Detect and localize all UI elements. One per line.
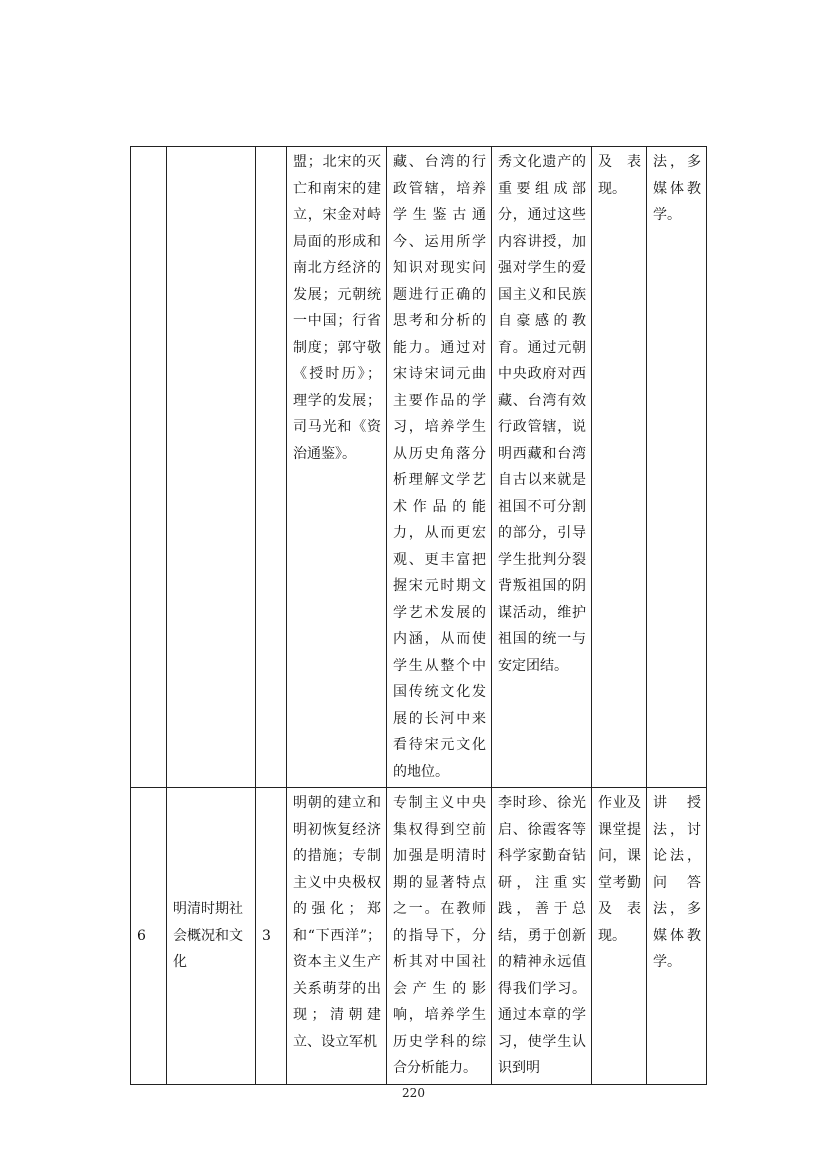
- teaching-content-cell: [287, 147, 387, 788]
- teaching-content-text: 盟；北宋的灭亡和南宋的建立，宋金对峙局面的形成和南北方经济的发展；元朝统一中国；行省制度；郭守敬《授时历》；理学的发展；司马光和《资治通鉴》。: [293, 154, 381, 462]
- course-content-table: [130, 146, 707, 1085]
- method-text: 讲授法，讨论法，问答法，多媒体教学。: [653, 795, 701, 970]
- assessment-text: 作业及课堂提问，课堂考勤及 表现。: [598, 795, 641, 944]
- moral-goal-text: 李时珍、徐光启、徐霞客等科学家勤奋钻研，注重实践，善于总结，勇于创新的精神永远值得我们学习。通过本章的学习，使学生认识到明: [498, 795, 586, 1076]
- chapter-title-cell: [167, 147, 256, 788]
- chapter-number-cell: 6: [131, 788, 167, 1085]
- ability-goal-text: 藏、台湾的行政管辖，培养学生鉴古通今、运用所学知识对现实问题进行正确的思考和分析的能力。通过对宋诗宋词元曲主要作品的学习，培养学生从历史角落分析理解文学艺术作品的能力，从而更宏观、更丰富把握宋元时期文学艺术发展的内涵，从而使学生从整个中国传统文化发展的长河中来看待宋元文化的地位。: [393, 154, 486, 780]
- teaching-content-text: 明朝的建立和明初恢复经济的措施；专制主义中央极权的强化；郑和“下西洋”；资本主义生产关系萌芽的出现；清朝建立、设立军机: [293, 795, 381, 1050]
- ability-goal-text: 专制主义中央集权得到空前加强是明清时期的显著特点之一。在教师的指导下，分析其对中国社会产生的影响，培养学生历史学科的综合分析能力。: [393, 795, 486, 1076]
- teaching-content-cell: [287, 788, 387, 1085]
- moral-goal-cell: [492, 147, 592, 788]
- chapter-number-cell: [131, 147, 167, 788]
- page-number: 220: [402, 1086, 425, 1100]
- moral-goal-text: 秀文化遗产的重要组成部分，通过这些内容讲授，加强对学生的爱国主义和民族自豪感的教育。通过元朝中央政府对西藏、台湾有效行政管辖，说明西藏和台湾自古以来就是祖国不可分割的部分，引导学生批判分裂背叛祖国的阴谋活动，维护祖国的统一与安定团结。: [498, 154, 586, 674]
- assessment-text: 及 表现。: [598, 154, 641, 197]
- hours-cell: [256, 147, 287, 788]
- moral-goal-cell: [492, 788, 592, 1085]
- ability-goal-cell: [387, 147, 492, 788]
- table-row: [131, 147, 707, 788]
- assessment-cell: [592, 788, 647, 1085]
- hours-cell: 3: [256, 788, 287, 1085]
- method-cell: [647, 147, 707, 788]
- table-row: [131, 788, 707, 1085]
- method-cell: [647, 788, 707, 1085]
- chapter-title-cell: 明清时期社会概况和文化: [167, 788, 256, 1085]
- method-text: 法，多媒体教学。: [653, 154, 701, 223]
- assessment-cell: [592, 147, 647, 788]
- ability-goal-cell: [387, 788, 492, 1085]
